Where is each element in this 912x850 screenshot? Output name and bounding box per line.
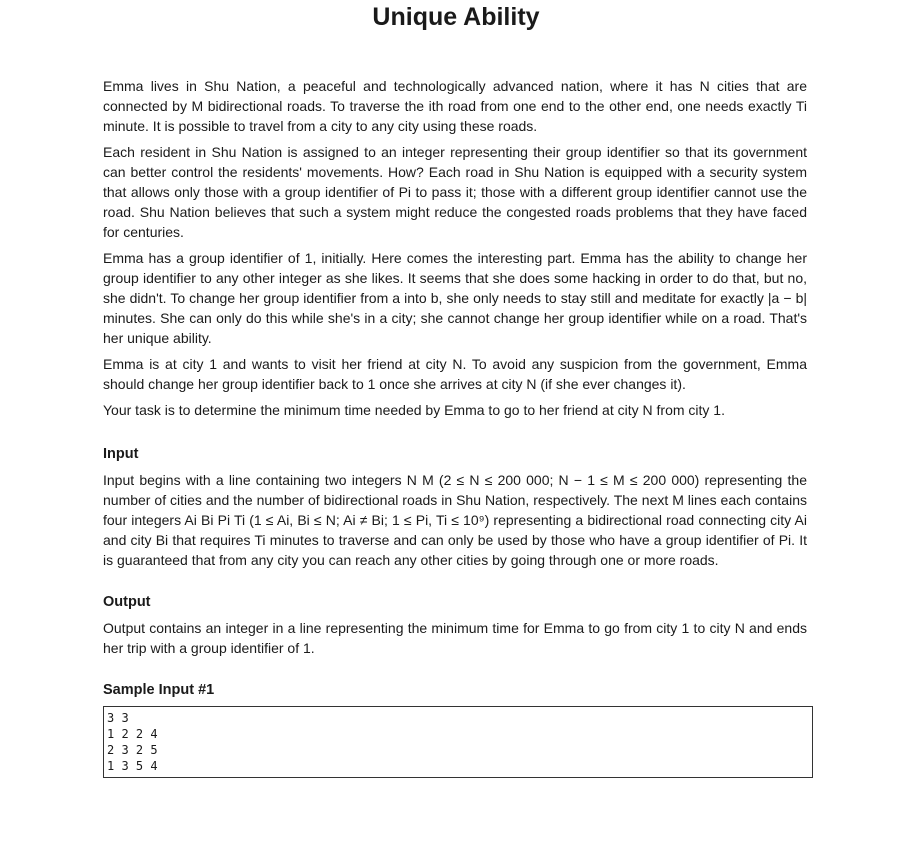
sample-input-line: 3 3 bbox=[107, 711, 129, 725]
output-description: Output contains an integer in a line representing the minimum time for Emma to go from city 1 to city N and ends her trip with a group identifier of 1. bbox=[103, 620, 807, 656]
input-description: Input begins with a line containing two integers N M (2 ≤ N ≤ 200 000; N − 1 ≤ M ≤ 200 000) representing the number of cities and the number of bidirectional roads in Shu Nation, respectively. The next M lines each contains four integers Ai Bi Pi Ti (1 ≤ Ai, Bi ≤ N; Ai ≠ Bi; 1 ≤ Pi, Ti ≤ 10⁹) representing a bidirectional road connecting city Ai and city Bi that requires Ti minutes to traverse and can only be used by those who have a group identifier of Pi. It is guaranteed that from any city you can reach any other cities by going through one or more roads. bbox=[103, 472, 807, 568]
sample-input-line: 1 3 5 4 bbox=[107, 759, 158, 773]
paragraph-unique-ability: Emma has a group identifier of 1, initially. Here comes the interesting part. Emma has the ability to change her group identifier to any other integer as she likes. It seems that she does some hacking in order to do that, but no, she didn't. To change her group identifier from a into b, she only needs to stay still and meditate for exactly |a − b| minutes. She can only do this while she's in a city; she cannot change her group identifier while on a road. That's her unique ability. bbox=[103, 250, 807, 346]
paragraph-intro: Emma lives in Shu Nation, a peaceful and technologically advanced nation, where it has N cities that are connected by M bidirectional roads. To traverse the ith road from one end to the other end, one needs exactly Ti minute. It is possible to travel from a city to any city using these roads. bbox=[103, 78, 807, 134]
sample-input-line: 2 3 2 5 bbox=[107, 743, 158, 757]
problem-statement bbox=[103, 76, 807, 778]
paragraph-task: Your task is to determine the minimum time needed by Emma to go to her friend at city N from city 1. bbox=[103, 402, 725, 418]
sample-input-box bbox=[103, 706, 813, 778]
paragraph-goal: Emma is at city 1 and wants to visit her friend at city N. To avoid any suspicion from the government, Emma should change her group identifier back to 1 once she arrives at city N (if she ever changes it). bbox=[103, 356, 807, 392]
sample-input-line: 1 2 2 4 bbox=[107, 727, 158, 741]
sample-input-heading: Sample Input #1 bbox=[103, 682, 215, 698]
input-heading: Input bbox=[103, 446, 139, 462]
page-title: Unique Ability bbox=[372, 3, 540, 31]
output-heading: Output bbox=[103, 594, 151, 610]
paragraph-group-identifier: Each resident in Shu Nation is assigned to an integer representing their group identifier so that its government can better control the residents' movements. How? Each road in Shu Nation is equipped with a security system that allows only those with a group identifier of Pi to pass it; those with a different group identifier cannot use the road. Shu Nation believes that such a system might reduce the congested roads problems that they have faced for centuries. bbox=[103, 144, 807, 240]
